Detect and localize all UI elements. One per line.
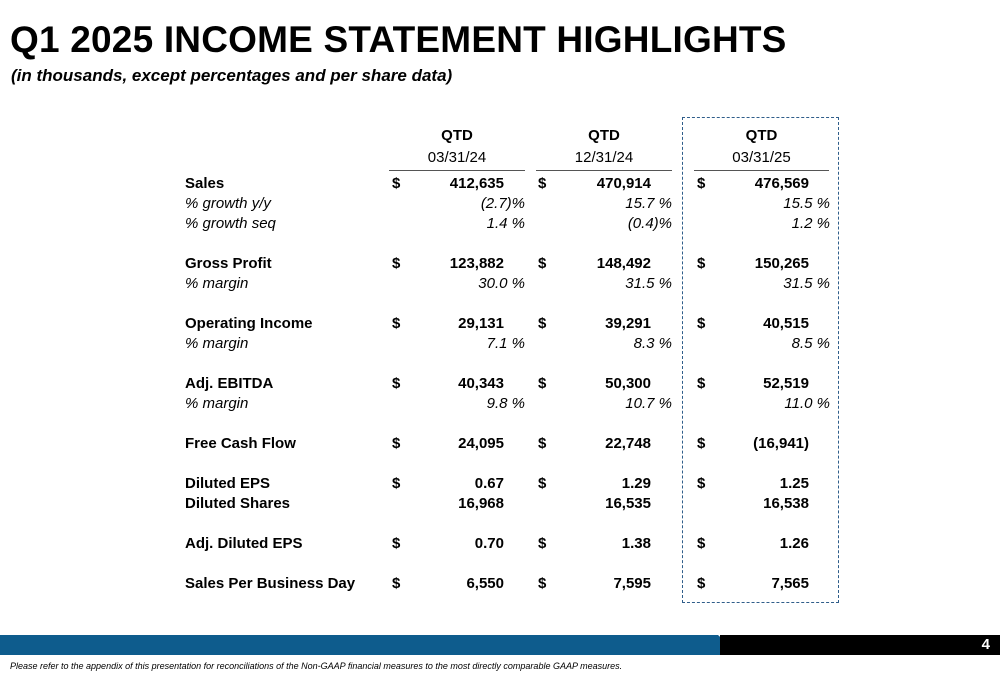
row-value: 9.8 %: [486, 395, 525, 412]
currency-symbol: $: [697, 375, 706, 392]
row-value: 150,265: [754, 255, 809, 272]
page-subtitle: (in thousands, except percentages and per share data): [11, 66, 453, 85]
row-label: Operating Income: [185, 315, 313, 332]
row-value: 52,519: [763, 375, 809, 392]
table-row: [0, 174, 1000, 194]
currency-symbol: $: [538, 375, 547, 392]
row-value: 7.1 %: [486, 335, 525, 352]
table-row: [0, 274, 1000, 294]
currency-symbol: $: [392, 575, 401, 592]
currency-symbol: $: [697, 575, 706, 592]
table-row: [0, 534, 1000, 554]
row-label: Sales Per Business Day: [185, 575, 356, 592]
row-value: 0.67: [474, 475, 504, 492]
table-row: [0, 314, 1000, 334]
row-label: % margin: [185, 275, 249, 292]
table-row: [0, 574, 1000, 594]
currency-symbol: $: [392, 375, 401, 392]
column-header-date: 03/31/25: [732, 149, 791, 166]
row-value: 7,595: [613, 575, 651, 592]
table-row: [0, 434, 1000, 454]
row-value: 1.25: [779, 475, 809, 492]
table-row: [0, 254, 1000, 274]
column-header-label: QTD: [745, 127, 778, 144]
row-value: 148,492: [596, 255, 651, 272]
footer-band: [720, 635, 1000, 655]
row-value: 50,300: [605, 375, 651, 392]
row-value: 40,515: [763, 315, 809, 332]
row-value: (2.7)%: [480, 195, 525, 212]
row-label: % margin: [185, 395, 249, 412]
currency-symbol: $: [697, 175, 706, 192]
row-value: 22,748: [605, 435, 651, 452]
footnote: Please refer to the appendix of this presentation for reconciliations of the Non-GAAP financial measures to the most directly comparable GAAP measures.: [10, 661, 623, 671]
column-header-date: 03/31/24: [427, 149, 487, 166]
table-row: [0, 474, 1000, 494]
row-label: Free Cash Flow: [185, 435, 296, 452]
row-value: 7,565: [771, 575, 809, 592]
row-value: 1.38: [621, 535, 651, 552]
row-value: 29,131: [458, 315, 504, 332]
row-label: Sales: [185, 175, 225, 192]
row-label: Gross Profit: [185, 255, 272, 272]
row-value: 24,095: [458, 435, 504, 452]
currency-symbol: $: [392, 435, 401, 452]
row-value: 10.7 %: [625, 395, 672, 412]
row-value: 1.26: [779, 535, 809, 552]
currency-symbol: $: [697, 435, 706, 452]
currency-symbol: $: [392, 535, 401, 552]
currency-symbol: $: [538, 255, 547, 272]
currency-symbol: $: [392, 315, 401, 332]
column-header-date: 12/31/24: [574, 149, 634, 166]
currency-symbol: $: [538, 535, 547, 552]
currency-symbol: $: [392, 475, 401, 492]
row-value: 39,291: [605, 315, 651, 332]
footer-accent-band: [0, 635, 740, 655]
row-value: 1.4 %: [486, 215, 525, 232]
currency-symbol: $: [697, 255, 706, 272]
currency-symbol: $: [392, 255, 401, 272]
row-label: % margin: [185, 335, 249, 352]
row-value: 6,550: [466, 575, 504, 592]
table-row: [0, 494, 1000, 514]
row-value: 412,635: [449, 175, 504, 192]
row-value: 11.0 %: [784, 395, 830, 412]
row-value: 476,569: [754, 175, 809, 192]
row-value: 31.5 %: [783, 275, 830, 292]
row-value: 1.29: [621, 475, 651, 492]
currency-symbol: $: [392, 175, 401, 192]
currency-symbol: $: [697, 535, 706, 552]
row-value: 31.5 %: [625, 275, 672, 292]
currency-symbol: $: [697, 475, 706, 492]
column-header-label: QTD: [441, 127, 473, 144]
row-value: 16,538: [763, 495, 809, 512]
row-value: 470,914: [596, 175, 651, 192]
row-value: (0.4)%: [627, 215, 672, 232]
row-value: 0.70: [474, 535, 504, 552]
currency-symbol: $: [538, 175, 547, 192]
row-label: % growth y/y: [185, 195, 271, 212]
row-value: 15.7 %: [625, 195, 672, 212]
page-title: Q1 2025 INCOME STATEMENT HIGHLIGHTS: [10, 19, 787, 60]
table-row: [0, 214, 1000, 234]
table-row: [0, 374, 1000, 394]
row-value: 16,535: [605, 495, 651, 512]
page-number: 4: [981, 636, 990, 653]
row-value: 30.0 %: [478, 275, 525, 292]
row-value: 123,882: [449, 255, 504, 272]
row-value: 1.2 %: [791, 215, 830, 232]
row-value: 16,968: [458, 495, 504, 512]
column-header-label: QTD: [588, 127, 620, 144]
row-label: Adj. Diluted EPS: [185, 535, 303, 552]
row-label: Diluted EPS: [185, 475, 271, 492]
currency-symbol: $: [697, 315, 706, 332]
row-value: 8.5 %: [791, 335, 830, 352]
row-label: Adj. EBITDA: [185, 375, 274, 392]
table-row: [0, 334, 1000, 354]
row-label: Diluted Shares: [185, 495, 291, 512]
currency-symbol: $: [538, 435, 547, 452]
currency-symbol: $: [538, 315, 547, 332]
row-value: (16,941): [753, 435, 809, 452]
table-row: [0, 194, 1000, 214]
row-value: 8.3 %: [633, 335, 672, 352]
row-value: 40,343: [458, 375, 504, 392]
row-label: % growth seq: [185, 215, 276, 232]
table-row: [0, 394, 1000, 414]
currency-symbol: $: [538, 575, 547, 592]
currency-symbol: $: [538, 475, 547, 492]
row-value: 15.5 %: [783, 195, 830, 212]
